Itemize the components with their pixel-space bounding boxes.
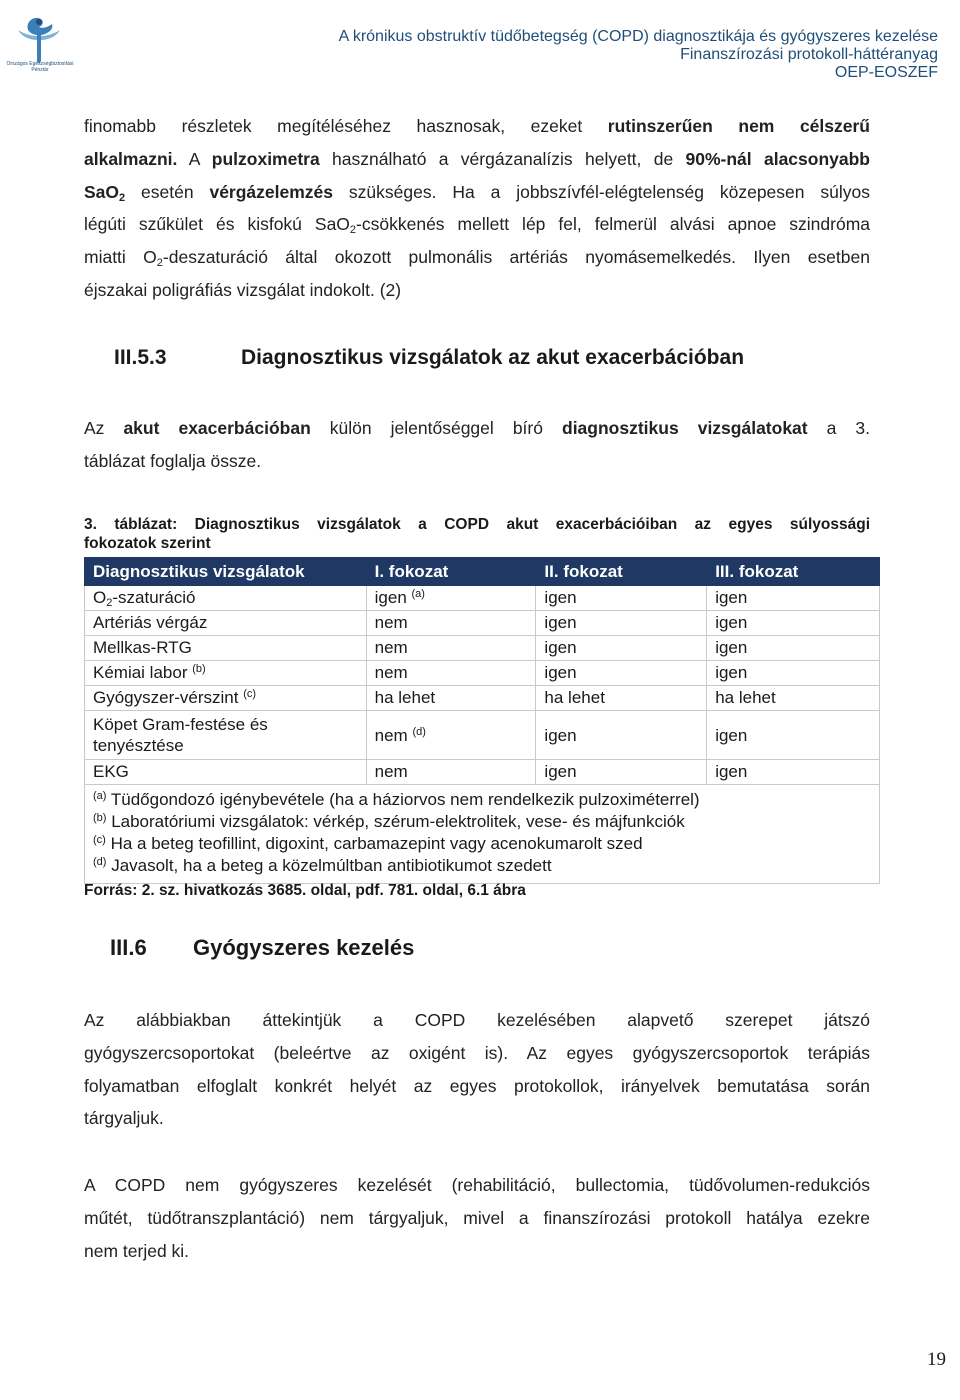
cell-grade-2: ha lehet bbox=[536, 686, 707, 711]
table-notes-row bbox=[85, 785, 880, 884]
para1-line5: miatti $O_2$-deszaturáció által okozott pulmonális artériás nyomásemelkedés. Ilyen esetben bbox=[84, 247, 870, 270]
section-number-iii-6: III.6 bbox=[110, 935, 147, 960]
cell-grade-3: ha lehet bbox=[707, 686, 880, 711]
footnote-d: $^{(d)}$ Javasolt, ha a beteg a közelmúltban antibiotikumot szedett bbox=[93, 856, 552, 875]
cell-grade-3: igen bbox=[707, 711, 880, 760]
table-source: Forrás: 2. sz. hivatkozás 3685. oldal, pdf. 781. oldal, 6.1 ábra bbox=[84, 882, 526, 899]
table-footnotes bbox=[85, 785, 880, 884]
para4-line3: nem terjed ki. bbox=[84, 1240, 190, 1261]
header-grade-2: II. fokozat bbox=[536, 558, 707, 586]
cell-grade-1: ha lehet bbox=[366, 686, 536, 711]
footnote-c: $^{(c)}$ Ha a beteg teofillint, digoxint, carbamazepint vagy acenokumarolt szed bbox=[93, 834, 643, 853]
table-row bbox=[85, 636, 880, 661]
header-grade-3: III. fokozat bbox=[707, 558, 880, 586]
table-row bbox=[85, 586, 880, 611]
table-row bbox=[85, 760, 880, 785]
para3-line1: Az alábbiakban áttekintjük a COPD kezelésében alapvető szerepet játszó bbox=[84, 1010, 870, 1030]
cell-grade-2: igen bbox=[536, 611, 707, 636]
para1-line3: SaO$_2$ esetén vérgázelemzés szükséges. Ha a jobbszívfél-elégtelenség közepesen súlyos bbox=[84, 181, 870, 204]
cell-grade-2: igen bbox=[536, 760, 707, 785]
para4-line1: A COPD nem gyógyszeres kezelését (rehabilitáció, bullectomia, tüdővolumen-redukciós bbox=[84, 1175, 870, 1195]
table-row bbox=[85, 686, 880, 711]
page-number: 19 bbox=[927, 1349, 946, 1370]
para2-line1: Az akut exacerbációban külön jelentőséggel bíró diagnosztikus vizsgálatokat a 3. bbox=[84, 418, 871, 438]
row-label: EKG bbox=[85, 760, 367, 785]
para1-line1: finomabb részletek megítéléséhez hasznosak, ezeket rutinszerűen nem célszerű bbox=[84, 116, 870, 136]
paragraph-2 bbox=[84, 412, 870, 478]
para3-line4: tárgyaljuk. bbox=[84, 1108, 164, 1129]
row-label: $O_2$-szaturáció bbox=[85, 586, 367, 611]
para1-line6: éjszakai poligráfiás vizsgálat indokolt. (2) bbox=[84, 279, 402, 300]
cell-grade-3: igen bbox=[707, 661, 880, 686]
cell-grade-1: nem bbox=[366, 661, 536, 686]
cell-grade-2: igen bbox=[536, 636, 707, 661]
para1-line4: légúti szűkület és kisfokú SaO$_2$-csökkenés mellett lép fel, felmerül alvási apnoe szindróma bbox=[84, 214, 871, 237]
row-label: Köpet Gram-festése és tenyésztése bbox=[85, 711, 367, 760]
paragraph-1 bbox=[84, 110, 870, 307]
document-header bbox=[339, 28, 938, 82]
section-number-iii-5-3: III.5.3 bbox=[114, 346, 167, 369]
row-label: Kémiai labor $^{(b)}$ bbox=[85, 661, 367, 686]
row-label: Artériás vérgáz bbox=[85, 611, 367, 636]
row-label: Gyógyszer-vérszint $^{(c)}$ bbox=[85, 686, 367, 711]
para4-line2: műtét, tüdőtranszplantáció) nem tárgyaljuk, mivel a finanszírozási protokoll hatálya ezekre bbox=[84, 1207, 870, 1228]
cell-grade-2: igen bbox=[536, 711, 707, 760]
para3-line3: folyamatban elfoglalt konkrét helyét az egyes protokollok, irányelvek bemutatása során bbox=[84, 1075, 870, 1096]
header-subtitle: Finanszírozási protokoll-háttéranyag bbox=[680, 46, 938, 63]
cell-grade-1: nem bbox=[366, 611, 536, 636]
cell-grade-1: nem $^{(d)}$ bbox=[366, 711, 536, 760]
header-org: OEP-EOSZEF bbox=[834, 64, 938, 81]
paragraph-3 bbox=[84, 1004, 870, 1135]
header-title: A krónikus obstruktív tüdőbetegség (COPD) diagnosztikája és gyógyszeres kezelése bbox=[338, 28, 938, 45]
caption-line2: fokozatok szerint bbox=[84, 535, 211, 552]
footnote-b: $^{(b)}$ Laboratóriumi vizsgálatok: vérkép, szérum-elektrolitek, vese- és májfunkciók bbox=[93, 812, 685, 831]
header-diagnostics: Diagnosztikus vizsgálatok bbox=[85, 558, 367, 586]
cell-grade-2: igen bbox=[536, 661, 707, 686]
diagnostic-table bbox=[84, 557, 880, 884]
cell-grade-2: igen bbox=[536, 586, 707, 611]
cell-grade-3: igen bbox=[707, 636, 880, 661]
cell-grade-1: nem bbox=[366, 760, 536, 785]
table-row bbox=[85, 711, 880, 760]
para1-line2: alkalmazni. A pulzoximetra használható a vérgázanalízis helyett, de 90%-nál alacsonyabb bbox=[84, 148, 870, 169]
cell-grade-3: igen bbox=[707, 586, 880, 611]
para3-line2: gyógyszercsoportokat (beleértve az oxigént is). Az egyes gyógyszercsoportok terápiás bbox=[84, 1042, 870, 1063]
table-header-row bbox=[85, 558, 880, 586]
header-grade-1: I. fokozat bbox=[366, 558, 536, 586]
paragraph-4 bbox=[84, 1169, 870, 1267]
table-caption bbox=[84, 515, 870, 553]
footnote-a: $^{(a)}$ Tüdőgondozó igénybevétele (ha a háziorvos nem rendelkezik pulzoximéterrel) bbox=[93, 790, 700, 809]
logo-text: Országos Egészségbiztosítási Pénztár bbox=[6, 61, 74, 73]
section-title-iii-6: Gyógyszeres kezelés bbox=[193, 935, 415, 960]
table-row bbox=[85, 661, 880, 686]
para2-line2: táblázat foglalja össze. bbox=[84, 450, 262, 471]
table-row bbox=[85, 611, 880, 636]
caption-line1: 3. táblázat: Diagnosztikus vizsgálatok a COPD akut exacerbációiban az egyes súlyossági bbox=[84, 516, 870, 533]
cell-grade-3: igen bbox=[707, 760, 880, 785]
row-label: Mellkas-RTG bbox=[85, 636, 367, 661]
section-title-iii-5-3: Diagnosztikus vizsgálatok az akut exacerbációban bbox=[241, 346, 745, 369]
cell-grade-1: nem bbox=[366, 636, 536, 661]
cell-grade-3: igen bbox=[707, 611, 880, 636]
cell-grade-1: igen $^{(a)}$ bbox=[366, 586, 536, 611]
